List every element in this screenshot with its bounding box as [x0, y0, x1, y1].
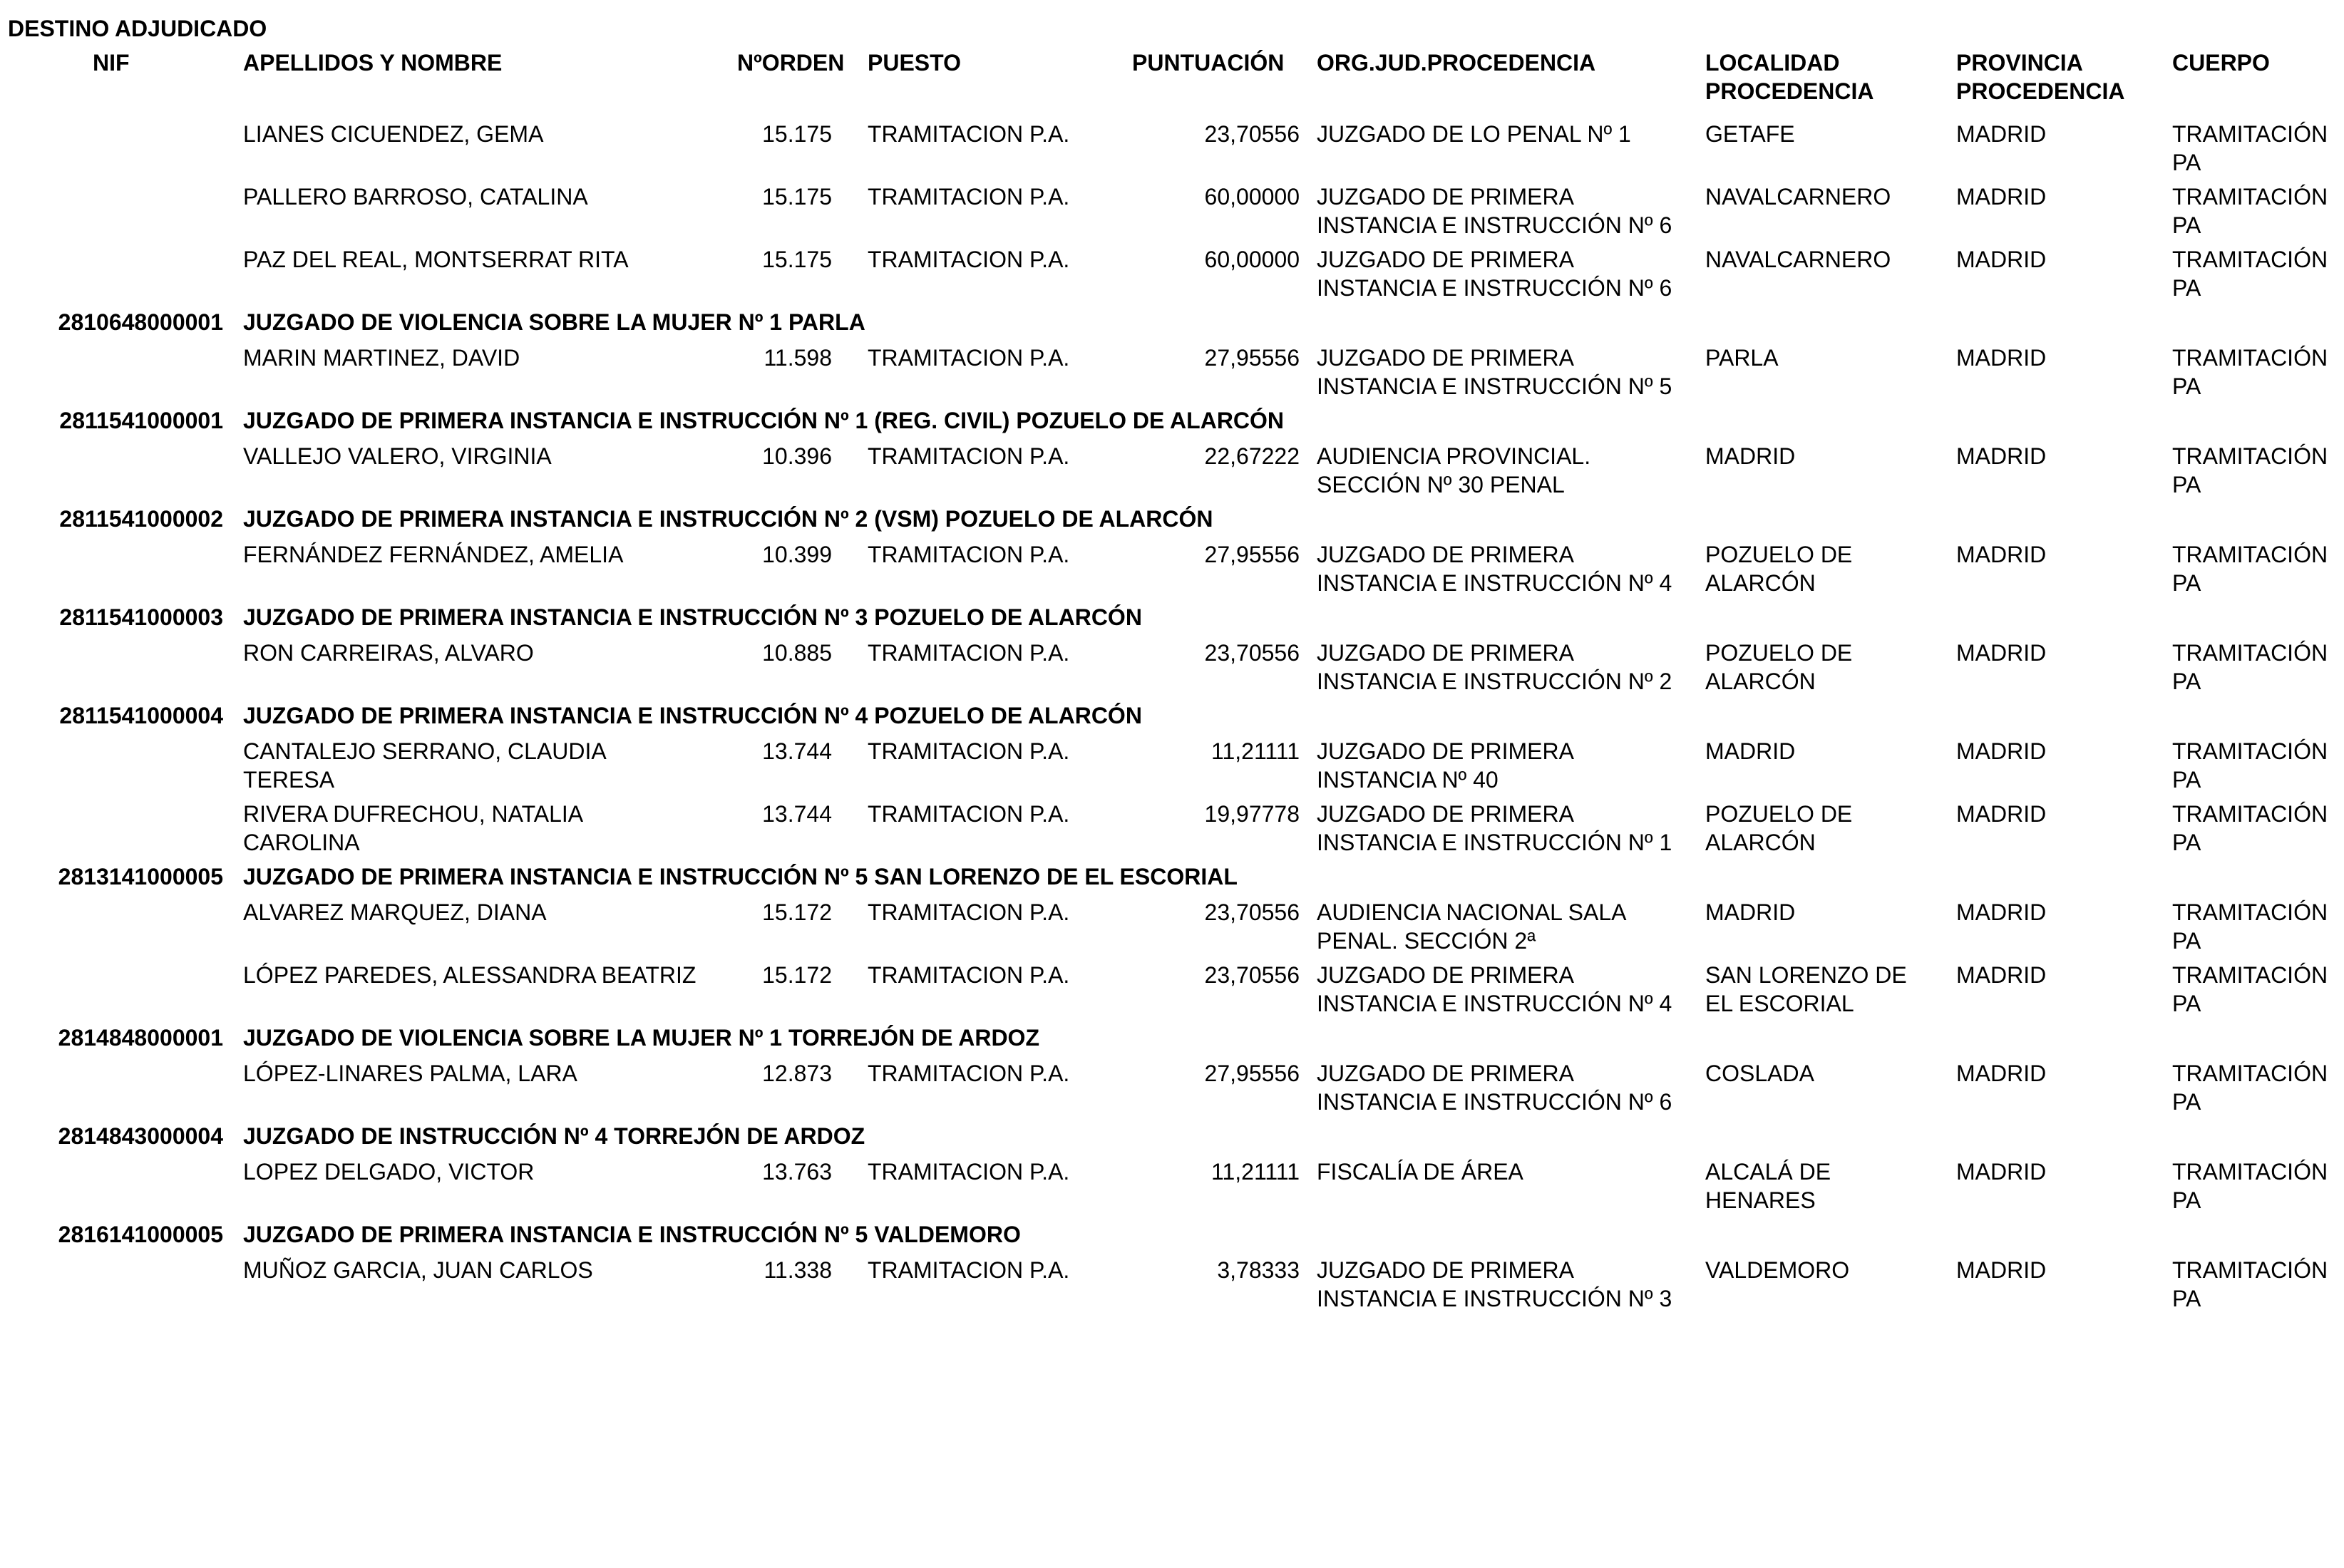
origin-locality	[1705, 737, 1795, 765]
origin-court	[1317, 639, 1672, 696]
column-header-provincia-line: PROCEDENCIA	[1956, 78, 2125, 104]
applicant-name-line: MUÑOZ GARCIA, JUAN CARLOS	[243, 1257, 593, 1283]
origin-locality-line: ALARCÓN	[1705, 570, 1816, 596]
destino-heading: JUZGADO DE PRIMERA INSTANCIA E INSTRUCCIÓN Nº 3 POZUELO DE ALARCÓN	[243, 604, 1142, 630]
score: 27,95556	[1204, 542, 1300, 567]
corps-line: TRAMITACIÓN	[2172, 640, 2328, 666]
origin-court-line: INSTANCIA E INSTRUCCIÓN Nº 3	[1317, 1286, 1672, 1311]
origin-province: MADRID	[1956, 121, 2047, 147]
origin-court-line: JUZGADO DE PRIMERA	[1317, 345, 1574, 371]
order-number: 15.172	[762, 899, 832, 925]
position: TRAMITACION P.A.	[868, 899, 1070, 925]
score: 27,95556	[1204, 1061, 1300, 1086]
corps-line: TRAMITACIÓN	[2172, 542, 2328, 567]
corps-line: TRAMITACIÓN	[2172, 345, 2328, 371]
origin-court	[1317, 442, 1590, 499]
column-header-provincia	[1956, 48, 2124, 105]
position: TRAMITACION P.A.	[868, 1061, 1070, 1086]
origin-locality	[1705, 442, 1795, 470]
destino-nif: 2814848000001	[58, 1025, 223, 1051]
column-header-puesto: PUESTO	[868, 50, 961, 76]
corps	[2172, 344, 2328, 401]
origin-court	[1317, 898, 1627, 955]
corps-line: PA	[2172, 928, 2201, 954]
origin-locality	[1705, 1157, 1831, 1214]
origin-court-line: JUZGADO DE PRIMERA	[1317, 962, 1574, 988]
origin-court-line: JUZGADO DE PRIMERA	[1317, 640, 1574, 666]
corps	[2172, 1059, 2328, 1116]
corps-line: TRAMITACIÓN	[2172, 962, 2328, 988]
origin-court	[1317, 540, 1672, 597]
origin-locality-line: EL ESCORIAL	[1705, 991, 1854, 1016]
origin-court-line: PENAL. SECCIÓN 2ª	[1317, 928, 1536, 954]
position: TRAMITACION P.A.	[868, 184, 1070, 210]
corps-line: TRAMITACIÓN	[2172, 1159, 2328, 1185]
document-title: DESTINO ADJUDICADO	[8, 16, 267, 41]
origin-locality-line: POZUELO DE	[1705, 801, 1853, 827]
corps-line: PA	[2172, 275, 2201, 301]
origin-locality	[1705, 344, 1779, 372]
corps-line: TRAMITACIÓN	[2172, 1257, 2328, 1283]
origin-court-line: JUZGADO DE PRIMERA	[1317, 542, 1574, 567]
origin-court-line: JUZGADO DE PRIMERA	[1317, 1257, 1574, 1283]
origin-court	[1317, 800, 1672, 857]
corps	[2172, 1256, 2328, 1313]
position: TRAMITACION P.A.	[868, 801, 1070, 827]
origin-locality-line: MADRID	[1705, 443, 1796, 469]
origin-locality-line: GETAFE	[1705, 121, 1795, 147]
destino-heading: JUZGADO DE PRIMERA INSTANCIA E INSTRUCCIÓN Nº 4 POZUELO DE ALARCÓN	[243, 703, 1142, 728]
corps-line: TRAMITACIÓN	[2172, 247, 2328, 272]
origin-province: MADRID	[1956, 345, 2047, 371]
score: 60,00000	[1204, 184, 1300, 210]
applicant-name-line: CAROLINA	[243, 830, 360, 855]
applicant-name-line: LÓPEZ PAREDES, ALESSANDRA BEATRIZ	[243, 962, 696, 988]
origin-locality-line: PARLA	[1705, 345, 1779, 371]
position: TRAMITACION P.A.	[868, 247, 1070, 272]
corps-line: PA	[2172, 1187, 2201, 1213]
order-number: 10.396	[762, 443, 832, 469]
applicant-name-line: FERNÁNDEZ FERNÁNDEZ, AMELIA	[243, 542, 624, 567]
corps	[2172, 961, 2328, 1018]
column-header-localidad	[1705, 48, 1873, 105]
applicant-name-line: RON CARREIRAS, ALVARO	[243, 640, 534, 666]
destino-heading: JUZGADO DE VIOLENCIA SOBRE LA MUJER Nº 1 TORREJÓN DE ARDOZ	[243, 1025, 1039, 1051]
origin-court	[1317, 737, 1574, 794]
origin-locality-line: SAN LORENZO DE	[1705, 962, 1907, 988]
origin-court	[1317, 245, 1672, 302]
origin-province: MADRID	[1956, 247, 2047, 272]
order-number: 15.172	[762, 962, 832, 988]
origin-province: MADRID	[1956, 1159, 2047, 1185]
score: 23,70556	[1204, 640, 1300, 666]
origin-locality-line: VALDEMORO	[1705, 1257, 1850, 1283]
corps-line: TRAMITACIÓN	[2172, 738, 2328, 764]
corps-line: TRAMITACIÓN	[2172, 443, 2328, 469]
origin-court-line: INSTANCIA E INSTRUCCIÓN Nº 4	[1317, 570, 1672, 596]
destino-nif: 2810648000001	[58, 309, 223, 335]
score: 19,97778	[1204, 801, 1300, 827]
corps-line: PA	[2172, 767, 2201, 793]
origin-court-line: JUZGADO DE LO PENAL Nº 1	[1317, 121, 1631, 147]
origin-court	[1317, 120, 1631, 148]
order-number: 15.175	[762, 121, 832, 147]
origin-court-line: INSTANCIA E INSTRUCCIÓN Nº 5	[1317, 373, 1672, 399]
applicant-name-line: LOPEZ DELGADO, VICTOR	[243, 1159, 535, 1185]
position: TRAMITACION P.A.	[868, 962, 1070, 988]
origin-locality	[1705, 120, 1795, 148]
origin-locality-line: MADRID	[1705, 738, 1796, 764]
order-number: 11.598	[764, 345, 832, 371]
origin-court-line: INSTANCIA E INSTRUCCIÓN Nº 6	[1317, 212, 1672, 238]
origin-court-line: INSTANCIA Nº 40	[1317, 767, 1499, 793]
origin-locality	[1705, 898, 1795, 927]
corps-line: TRAMITACIÓN	[2172, 121, 2328, 147]
origin-province: MADRID	[1956, 640, 2047, 666]
destino-heading: JUZGADO DE VIOLENCIA SOBRE LA MUJER Nº 1 PARLA	[243, 309, 865, 335]
corps	[2172, 442, 2328, 499]
applicant-name-line: RIVERA DUFRECHOU, NATALIA	[243, 801, 584, 827]
applicant-name-line: VALLEJO VALERO, VIRGINIA	[243, 443, 552, 469]
column-header-nif: NIF	[93, 50, 130, 76]
order-number: 15.175	[762, 184, 832, 210]
origin-court-line: JUZGADO DE PRIMERA	[1317, 738, 1574, 764]
corps	[2172, 800, 2328, 857]
corps	[2172, 245, 2328, 302]
column-header-localidad-line: PROCEDENCIA	[1705, 78, 1874, 104]
order-number: 13.744	[762, 738, 832, 764]
origin-province: MADRID	[1956, 1257, 2047, 1283]
origin-locality	[1705, 245, 1891, 274]
origin-court-line: INSTANCIA E INSTRUCCIÓN Nº 2	[1317, 669, 1672, 694]
corps-line: PA	[2172, 212, 2201, 238]
column-header-nombre: APELLIDOS Y NOMBRE	[243, 50, 503, 76]
destino-nif: 2814843000004	[58, 1123, 223, 1149]
corps	[2172, 737, 2328, 794]
origin-court-line: AUDIENCIA PROVINCIAL.	[1317, 443, 1591, 469]
origin-court	[1317, 1059, 1672, 1116]
position: TRAMITACION P.A.	[868, 443, 1070, 469]
position: TRAMITACION P.A.	[868, 121, 1070, 147]
origin-province: MADRID	[1956, 801, 2047, 827]
column-header-orden: NºORDEN	[737, 50, 845, 76]
column-header-org: ORG.JUD.PROCEDENCIA	[1317, 50, 1596, 76]
origin-locality-line: ALCALÁ DE	[1705, 1159, 1831, 1185]
origin-court-line: SECCIÓN Nº 30 PENAL	[1317, 472, 1565, 497]
origin-court-line: INSTANCIA E INSTRUCCIÓN Nº 6	[1317, 275, 1672, 301]
applicant-name-line: LÓPEZ-LINARES PALMA, LARA	[243, 1061, 577, 1086]
destino-nif: 2811541000001	[59, 408, 223, 433]
origin-locality-line: HENARES	[1705, 1187, 1816, 1213]
origin-locality-line: COSLADA	[1705, 1061, 1814, 1086]
corps-line: PA	[2172, 1286, 2201, 1311]
origin-locality	[1705, 1059, 1814, 1088]
score: 11,21111	[1211, 738, 1300, 764]
order-number: 13.763	[762, 1159, 832, 1185]
origin-province: MADRID	[1956, 542, 2047, 567]
position: TRAMITACION P.A.	[868, 542, 1070, 567]
origin-court-line: JUZGADO DE PRIMERA	[1317, 801, 1574, 827]
destino-heading: JUZGADO DE PRIMERA INSTANCIA E INSTRUCCIÓN Nº 1 (REG. CIVIL) POZUELO DE ALARCÓN	[243, 408, 1285, 433]
origin-court	[1317, 1157, 1523, 1186]
corps	[2172, 182, 2328, 239]
corps-line: TRAMITACIÓN	[2172, 899, 2328, 925]
corps	[2172, 639, 2328, 696]
corps-line: PA	[2172, 570, 2201, 596]
origin-locality-line: POZUELO DE	[1705, 640, 1853, 666]
order-number: 10.399	[762, 542, 832, 567]
origin-court-line: FISCALÍA DE ÁREA	[1317, 1159, 1523, 1185]
origin-province: MADRID	[1956, 738, 2047, 764]
order-number: 15.175	[762, 247, 832, 272]
column-header-localidad-line: LOCALIDAD	[1705, 50, 1840, 76]
origin-province: MADRID	[1956, 1061, 2047, 1086]
applicant-name-line: ALVAREZ MARQUEZ, DIANA	[243, 899, 547, 925]
origin-locality	[1705, 639, 1852, 696]
position: TRAMITACION P.A.	[868, 345, 1070, 371]
origin-locality-line: NAVALCARNERO	[1705, 184, 1891, 210]
corps-line: PA	[2172, 373, 2201, 399]
origin-court-line: INSTANCIA E INSTRUCCIÓN Nº 4	[1317, 991, 1672, 1016]
origin-locality	[1705, 540, 1852, 597]
origin-province: MADRID	[1956, 184, 2047, 210]
origin-locality-line: NAVALCARNERO	[1705, 247, 1891, 272]
origin-locality-line: POZUELO DE	[1705, 542, 1853, 567]
corps-line: PA	[2172, 472, 2201, 497]
corps-line: PA	[2172, 669, 2201, 694]
applicant-name-line: LIANES CICUENDEZ, GEMA	[243, 121, 544, 147]
corps-line: PA	[2172, 1089, 2201, 1115]
origin-court	[1317, 1256, 1672, 1313]
origin-court-line: JUZGADO DE PRIMERA	[1317, 1061, 1574, 1086]
score: 23,70556	[1204, 962, 1300, 988]
corps	[2172, 540, 2328, 597]
origin-locality-line: ALARCÓN	[1705, 830, 1816, 855]
column-header-cuerpo: CUERPO	[2172, 50, 2270, 76]
origin-locality	[1705, 961, 1907, 1018]
corps-line: PA	[2172, 991, 2201, 1016]
origin-locality-line: ALARCÓN	[1705, 669, 1816, 694]
applicant-name-line: CANTALEJO SERRANO, CLAUDIA	[243, 738, 607, 764]
destino-heading: JUZGADO DE PRIMERA INSTANCIA E INSTRUCCIÓN Nº 2 (VSM) POZUELO DE ALARCÓN	[243, 506, 1213, 532]
corps-line: TRAMITACIÓN	[2172, 1061, 2328, 1086]
origin-court-line: JUZGADO DE PRIMERA	[1317, 247, 1574, 272]
applicant-name-line: MARIN MARTINEZ, DAVID	[243, 345, 520, 371]
position: TRAMITACION P.A.	[868, 1257, 1070, 1283]
score: 27,95556	[1204, 345, 1300, 371]
corps-line: PA	[2172, 830, 2201, 855]
origin-court-line: AUDIENCIA NACIONAL SALA	[1317, 899, 1627, 925]
destino-heading: JUZGADO DE INSTRUCCIÓN Nº 4 TORREJÓN DE ARDOZ	[243, 1123, 865, 1149]
score: 3,78333	[1217, 1257, 1300, 1283]
origin-court-line: JUZGADO DE PRIMERA	[1317, 184, 1574, 210]
corps	[2172, 120, 2328, 177]
score: 11,21111	[1211, 1159, 1300, 1185]
origin-locality	[1705, 1256, 1849, 1284]
position: TRAMITACION P.A.	[868, 738, 1070, 764]
score: 23,70556	[1204, 899, 1300, 925]
corps-line: PA	[2172, 150, 2201, 175]
origin-court-line: INSTANCIA E INSTRUCCIÓN Nº 1	[1317, 830, 1672, 855]
corps	[2172, 1157, 2328, 1214]
column-header-provincia-line: PROVINCIA	[1956, 50, 2083, 76]
origin-court-line: INSTANCIA E INSTRUCCIÓN Nº 6	[1317, 1089, 1672, 1115]
destino-nif: 2811541000004	[59, 703, 223, 728]
destino-heading: JUZGADO DE PRIMERA INSTANCIA E INSTRUCCIÓN Nº 5 SAN LORENZO DE EL ESCORIAL	[243, 864, 1238, 889]
order-number: 12.873	[762, 1061, 832, 1086]
applicant-name-line: PALLERO BARROSO, CATALINA	[243, 184, 588, 210]
score: 60,00000	[1204, 247, 1300, 272]
corps	[2172, 898, 2328, 955]
origin-locality	[1705, 800, 1852, 857]
origin-court	[1317, 182, 1672, 239]
applicant-name-line: TERESA	[243, 767, 335, 793]
destino-nif: 2811541000003	[59, 604, 223, 630]
position: TRAMITACION P.A.	[868, 640, 1070, 666]
corps-line: TRAMITACIÓN	[2172, 184, 2328, 210]
applicant-name-line: PAZ DEL REAL, MONTSERRAT RITA	[243, 247, 629, 272]
corps-line: TRAMITACIÓN	[2172, 801, 2328, 827]
origin-locality-line: MADRID	[1705, 899, 1796, 925]
order-number: 13.744	[762, 801, 832, 827]
destino-nif: 2813141000005	[58, 864, 223, 889]
origin-court	[1317, 961, 1672, 1018]
destino-nif: 2811541000002	[59, 506, 223, 532]
origin-province: MADRID	[1956, 899, 2047, 925]
column-header-puntuacion: PUNTUACIÓN	[1132, 50, 1285, 76]
origin-locality	[1705, 182, 1891, 211]
score: 22,67222	[1204, 443, 1300, 469]
order-number: 10.885	[762, 640, 832, 666]
position: TRAMITACION P.A.	[868, 1159, 1070, 1185]
origin-court	[1317, 344, 1672, 401]
origin-province: MADRID	[1956, 962, 2047, 988]
score: 23,70556	[1204, 121, 1300, 147]
destino-nif: 2816141000005	[58, 1222, 223, 1247]
destino-heading: JUZGADO DE PRIMERA INSTANCIA E INSTRUCCIÓN Nº 5 VALDEMORO	[243, 1222, 1021, 1247]
origin-province: MADRID	[1956, 443, 2047, 469]
order-number: 11.338	[764, 1257, 832, 1283]
